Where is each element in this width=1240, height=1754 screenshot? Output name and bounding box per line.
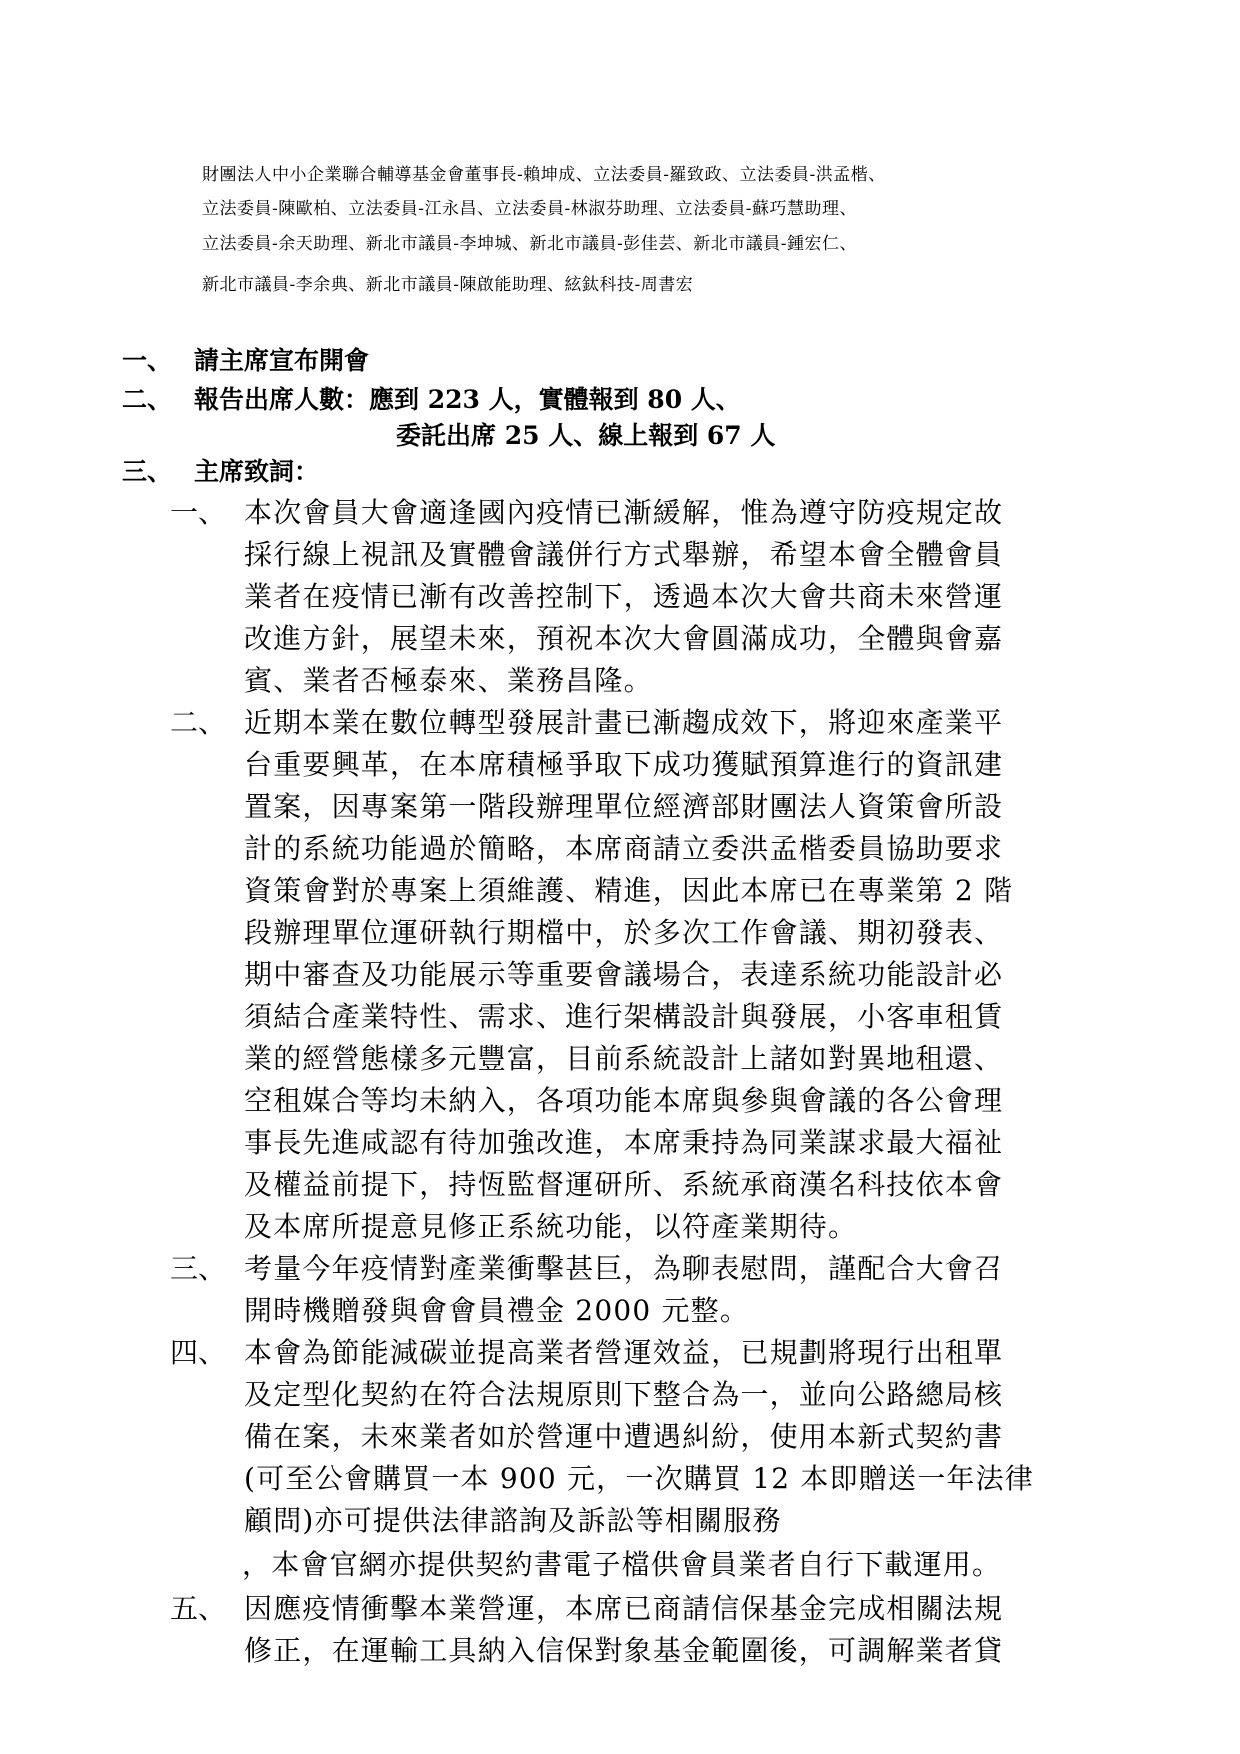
attendee-line: 財團法人中小企業聯合輔導基金會董事長-賴坤成、立法委員-羅致政、立法委員-洪孟楷、 (202, 165, 886, 185)
speech-line: 修正，在運輸工具納入信保對象基金範圍後，可調解業者貸 (244, 1634, 1004, 1667)
agenda-item-2-continued (396, 420, 775, 452)
speech-line: 備在案，未來業者如於營運中遭遇糾紛，使用本新式契約書 (244, 1420, 1004, 1453)
speech-line: 本會為節能減碳並提高業者營運效益，已規劃將現行出租單 (244, 1336, 1004, 1369)
speech-line: 顧問)亦可提供法律諮詢及訴訟等相關服務 (244, 1504, 782, 1537)
speech-line: 近期本業在數位轉型發展計畫已漸趨成效下，將迎來產業平 (244, 706, 1004, 739)
speech-line: 因應疫情衝擊本業營運，本席已商請信保基金完成相關法規 (244, 1592, 1004, 1625)
speech-line: 本次會員大會適逢國內疫情已漸緩解，惟為遵守防疫規定故 (244, 496, 1004, 529)
agenda-number: 三、 (122, 457, 173, 486)
speech-line: (可至公會購買一本 900 元，一次購買 12 本即贈送一年法律 (244, 1462, 1035, 1495)
agenda-text: 主席致詞： (194, 457, 320, 486)
agenda-number: 二、 (122, 385, 173, 414)
agenda-number: 一、 (122, 346, 173, 375)
speech-line: 考量今年疫情對產業衝擊甚巨，為聊表慰問，謹配合大會召 (244, 1252, 1004, 1285)
attendee-line: 立法委員-陳歐柏、立法委員-江永昌、立法委員-林淑芬助理、立法委員-蘇巧慧助理、 (202, 199, 857, 219)
agenda-text: 報告出席人數：應到 223 人，實體報到 80 人、 (194, 385, 741, 414)
speech-item-number: 一、 (170, 496, 227, 529)
speech-line: 及定型化契約在符合法規原則下整合為一，並向公路總局核 (244, 1378, 1004, 1411)
speech-line: 及本席所提意見修正系統功能，以符產業期待。 (244, 1210, 858, 1243)
speech-line: 採行線上視訊及實體會議併行方式舉辦，希望本會全體會員 (244, 538, 1004, 571)
speech-line: 業者在疫情已漸有改善控制下，透過本次大會共商未來營運 (244, 580, 1004, 613)
attendee-line: 立法委員-余天助理、新北市議員-李坤城、新北市議員-彭佳芸、新北市議員-鍾宏仁、 (202, 234, 857, 254)
attendee-line: 新北市議員-李余典、新北市議員-陳啟能助理、絃鈦科技-周書宏 (202, 275, 694, 295)
speech-line: 計的系統功能過於簡略，本席商請立委洪孟楷委員協助要求 (244, 832, 1004, 865)
speech-line: 資策會對於專案上須維護、精進，因此本席已在專業第 2 階 (244, 874, 1014, 907)
speech-line: 空租媒合等均未納入，各項功能本席與參與會議的各公會理 (244, 1084, 1004, 1117)
speech-line: 台重要興革，在本席積極爭取下成功獲賦預算進行的資訊建 (244, 748, 1004, 781)
speech-line: ，本會官網亦提供契約書電子檔供會員業者自行下載運用。 (242, 1548, 1002, 1581)
speech-line: 置案，因專案第一階段辦理單位經濟部財團法人資策會所設 (244, 790, 1004, 823)
speech-item-number: 三、 (170, 1252, 227, 1285)
speech-line: 業的經營態樣多元豐富，目前系統設計上諸如對異地租還、 (244, 1042, 1004, 1075)
speech-item-number: 四、 (170, 1336, 227, 1369)
speech-item-number: 五、 (170, 1592, 227, 1625)
agenda-text-continued: 委託出席 25 人、線上報到 67 人 (396, 421, 776, 450)
speech-line: 事長先進咸認有待加強改進，本席秉持為同業謀求最大福祉 (244, 1126, 1004, 1159)
speech-line: 期中審查及功能展示等重要會議場合，表達系統功能設計必 (244, 958, 1004, 991)
speech-line: 段辦理單位運研執行期檔中，於多次工作會議、期初發表、 (244, 916, 1004, 949)
speech-line: 及權益前提下，持恆監督運研所、系統承商漢名科技依本會 (244, 1168, 1004, 1201)
speech-line: 須結合產業特性、需求、進行架構設計與發展，小客車租賃 (244, 1000, 1004, 1033)
speech-item-number: 二、 (170, 706, 227, 739)
agenda-text: 請主席宣布開會 (194, 346, 370, 375)
speech-line: 開時機贈發與會會員禮金 2000 元整。 (244, 1294, 750, 1327)
speech-line: 改進方針，展望未來，預祝本次大會圓滿成功，全體與會嘉 (244, 622, 1004, 655)
speech-line: 賓、業者否極泰來、業務昌隆。 (244, 664, 653, 697)
